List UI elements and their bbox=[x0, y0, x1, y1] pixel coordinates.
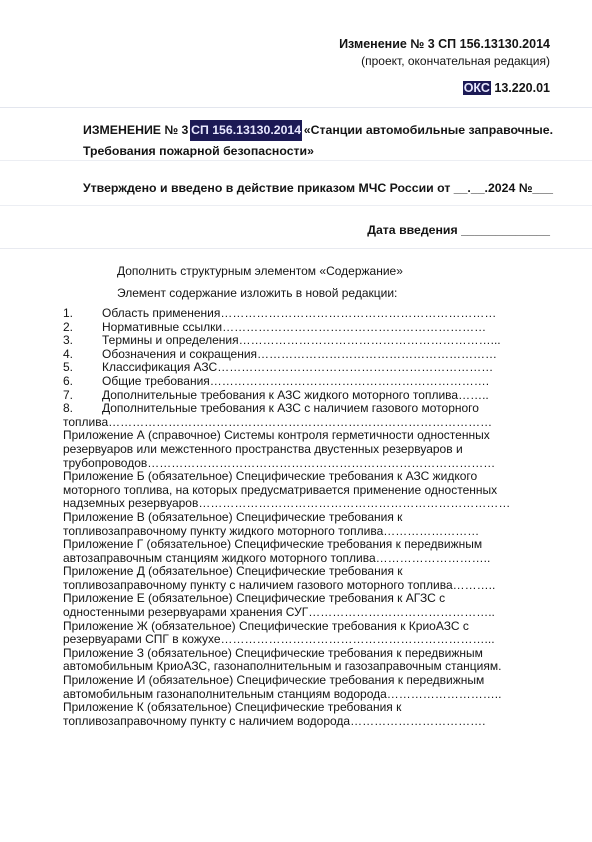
appendix-entry bbox=[63, 620, 523, 647]
toc-item-text: Общие требования……………………………………………………………. bbox=[102, 374, 490, 388]
appendix-line: Приложение В (обязательное) Специфические требования к bbox=[63, 509, 403, 524]
appendix-entry bbox=[63, 429, 523, 470]
oks-value: 13.220.01 bbox=[494, 81, 550, 95]
toc-item-text: Нормативные ссылки………………………………………………………… bbox=[102, 320, 487, 334]
appendix-line: моторного топлива, на которых предусматривается применение одностенных bbox=[63, 482, 498, 497]
toc-item bbox=[63, 307, 523, 321]
scan-line bbox=[0, 107, 592, 108]
appendix-line: автозаправочным станциям жидкого моторного топлива……………………….. bbox=[63, 551, 491, 565]
appendix-line: Приложение Б (обязательное) Специфические требования к АЗС жидкого bbox=[63, 469, 478, 484]
toc-item-number: 4. bbox=[63, 347, 74, 361]
oks-label: ОКС bbox=[463, 81, 490, 95]
document-title bbox=[83, 120, 553, 162]
date-introduction: Дата введения _____________ bbox=[367, 223, 550, 237]
toc-item-text: Термины и определения………………………………………………………... bbox=[102, 334, 501, 348]
appendix-entry bbox=[63, 565, 523, 592]
oks-code bbox=[463, 81, 550, 95]
appendix-line: надземных резервуаров…………………………………………………………………… bbox=[63, 497, 511, 511]
toc-item bbox=[63, 334, 523, 348]
toc-continuation: топлива…………………………………………………………………………………… bbox=[63, 415, 493, 429]
appendix-line: Приложение Е (обязательное) Специфические требования к АГЗС с bbox=[63, 591, 446, 606]
scan-line bbox=[0, 205, 592, 206]
toc-item-text: Классификация АЗС…………………………………………………………… bbox=[102, 361, 494, 375]
intro-line-2: Элемент содержание изложить в новой редакции: bbox=[117, 286, 398, 300]
appendix-line: Приложение Г (обязательное) Специфические требования к передвижным bbox=[63, 537, 483, 552]
toc-item bbox=[63, 348, 523, 362]
appendix-entry bbox=[63, 538, 523, 565]
appendix-entry bbox=[63, 592, 523, 619]
appendix-line: одностенными резервуарами хранения СУГ……………………………………….. bbox=[63, 606, 495, 620]
toc-item-number: 5. bbox=[63, 361, 74, 375]
approved-line: Утверждено и введено в действие приказом МЧС России от __.__.2024 №___ bbox=[83, 181, 553, 195]
toc-item-text: Обозначения и сокращения…………………………………………………… bbox=[102, 347, 498, 361]
title-sp-code: СП 156.13130.2014 bbox=[190, 120, 302, 141]
appendix-entry bbox=[63, 701, 523, 728]
appendix-entry bbox=[63, 647, 523, 674]
toc-item-text: Дополнительные требования к АЗС жидкого моторного топлива…….. bbox=[102, 388, 489, 402]
appendix-line: автомобильным КриоАЗС, газонаполнительным и газозаправочным станциям. bbox=[63, 660, 502, 674]
toc-item-number: 2. bbox=[63, 320, 74, 334]
appendix-entry bbox=[63, 674, 523, 701]
toc-item bbox=[63, 321, 523, 335]
appendix-entry bbox=[63, 470, 523, 511]
appendix-entry bbox=[63, 511, 523, 538]
intro-line-1: Дополнить структурным элементом «Содержание» bbox=[117, 264, 403, 278]
appendix-line: Приложение З (обязательное) Специфические требования к передвижным bbox=[63, 645, 483, 660]
toc-item-number: 3. bbox=[63, 334, 74, 348]
appendix-line: резервуаров или межстенного пространства двустенных резервуаров и bbox=[63, 441, 463, 456]
scan-line bbox=[0, 248, 592, 249]
toc-item bbox=[63, 402, 523, 416]
toc-item bbox=[63, 375, 523, 389]
toc-item-text: Дополнительные требования к АЗС с наличием газового моторного bbox=[102, 402, 479, 416]
title-text-part2: Требования пожарной безопасности» bbox=[83, 144, 314, 158]
appendix-line: трубопроводов…………………………………………………………………………… bbox=[63, 456, 496, 470]
appendix-line: Приложение А (справочное) Системы контроля герметичности одностенных bbox=[63, 428, 490, 443]
toc-item-number: 6. bbox=[63, 374, 74, 388]
header-subtitle: (проект, окончательная редакция) bbox=[361, 54, 550, 68]
appendix-line: Приложение Д (обязательное) Специфические требования к bbox=[63, 564, 403, 579]
toc-item-number: 7. bbox=[63, 388, 74, 402]
appendix-line: резервуарами СПГ в кожухе…………………………………………………………... bbox=[63, 633, 495, 647]
table-of-contents bbox=[63, 307, 523, 728]
appendix-line: автомобильным газонаполнительным станциям водорода……………………….. bbox=[63, 687, 502, 701]
title-text-part1: «Станции автомобильные заправочные. bbox=[303, 123, 553, 137]
appendix-line: топливозаправочному пункту с наличием газового моторного топлива……….. bbox=[63, 578, 496, 592]
appendix-line: топливозаправочному пункту с наличием водорода……………………………. bbox=[63, 714, 486, 728]
toc-item-text: Область применения…………………………………………………………… bbox=[102, 307, 497, 320]
toc-item bbox=[63, 389, 523, 403]
title-prefix: ИЗМЕНЕНИЕ № 3 bbox=[83, 123, 189, 137]
toc-item bbox=[63, 361, 523, 375]
appendix-line: топливозаправочному пункту жидкого моторного топлива…………………… bbox=[63, 524, 480, 538]
toc-item-number: 8. bbox=[63, 402, 74, 416]
appendix-line: Приложение К (обязательное) Специфические требования к bbox=[63, 700, 402, 715]
appendix-line: Приложение И (обязательное) Специфические требования к передвижным bbox=[63, 673, 485, 688]
appendix-line: Приложение Ж (обязательное) Специфические требования к КриоАЗС с bbox=[63, 618, 469, 633]
header-title: Изменение № 3 СП 156.13130.2014 bbox=[339, 37, 550, 51]
toc-item-number: 1. bbox=[63, 307, 74, 320]
